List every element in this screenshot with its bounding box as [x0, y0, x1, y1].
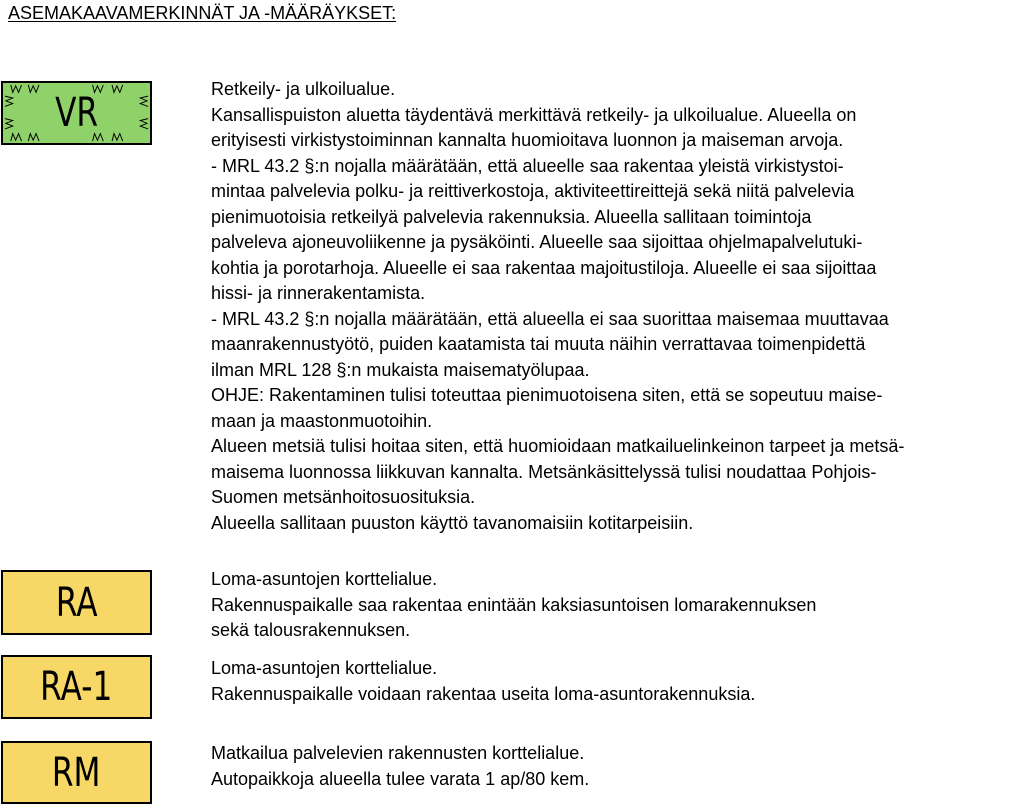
legend-code: RA	[55, 579, 98, 626]
description-line: - MRL 43.2 §:n nojalla määrätään, että alueella ei saa suorittaa maisemaa muuttavaa	[211, 308, 889, 329]
description-line: pienimuotoisia retkeilyä palvelevia rakennuksia. Alueella sallitaan toimintoja	[211, 206, 812, 227]
legend-description-ra	[211, 567, 816, 644]
description-line: hissi- ja rinnerakentamista.	[211, 283, 426, 303]
legend-description-rm	[211, 741, 589, 792]
description-line: maanrakennustyötö, puiden kaatamista tai muuta näihin verrattavaa toimenpidettä	[211, 334, 866, 354]
description-line: Loma-asuntojen korttelialue.	[211, 569, 438, 589]
description-line: ilman MRL 128 §:n mukaista maisematyölupaa.	[211, 359, 590, 380]
legend-description-vr	[211, 77, 904, 536]
legend-symbol-rm	[1, 741, 152, 804]
legend-symbol-ra-1	[1, 655, 152, 719]
description-line: Rakennuspaikalle saa rakentaa enintään kaksiasuntoisen lomarakennuksen	[211, 594, 817, 615]
description-line: Alueen metsiä tulisi hoitaa siten, että huomioidaan matkailuelinkeinon tarpeet ja metsä-	[211, 436, 905, 456]
description-line: maisema luonnossa liikkuvan kannalta. Metsänkäsittelyssä tulisi noudattaa Pohjois-	[211, 461, 877, 482]
legend-description-ra-1	[211, 656, 755, 707]
legend-symbol-ra	[1, 570, 152, 635]
description-line: erityisesti virkistystoiminnan kannalta huomioitava luonnon ja maiseman arvoja.	[211, 130, 844, 150]
description-line: Suomen metsänhoitosuosituksia.	[211, 487, 476, 507]
description-line: Alueella sallitaan puuston käyttö tavanomaisiin kotitarpeisiin.	[211, 512, 694, 533]
page-title: ASEMAKAAVAMERKINNÄT JA -MÄÄRÄYKSET:	[8, 3, 397, 23]
legend-code: RM	[52, 749, 101, 796]
description-line: Loma-asuntojen korttelialue.	[211, 658, 438, 678]
description-line: Autopaikkoja alueella tulee varata 1 ap/80 kem.	[211, 768, 590, 789]
description-line: Retkeily- ja ulkoilualue.	[211, 79, 396, 99]
description-line: Rakennuspaikalle voidaan rakentaa useita loma-asuntorakennuksia.	[211, 683, 756, 704]
description-line: maan ja maastonmuotoihin.	[211, 410, 433, 431]
description-line: kohtia ja porotarhoja. Alueelle ei saa rakentaa majoitustiloja. Alueelle ei saa sijoittaa	[211, 257, 877, 278]
legend-code: VR	[54, 90, 99, 136]
description-line: mintaa palvelevia polku- ja reittiverkostoja, aktiviteettireittejä sekä niitä palvelevia	[211, 181, 855, 201]
description-line: OHJE: Rakentaminen tulisi toteuttaa pienimuotoisena siten, että se sopeutuu maise-	[211, 385, 883, 405]
description-line: - MRL 43.2 §:n nojalla määrätään, että alueelle saa rakentaa yleistä virkistystoi-	[211, 155, 844, 176]
description-line: Kansallispuiston aluetta täydentävä merkittävä retkeily- ja ulkoilualue. Alueella on	[211, 104, 857, 125]
description-line: sekä talousrakennuksen.	[211, 620, 411, 640]
description-line: palveleva ajoneuvoliikenne ja pysäköinti. Alueelle saa sijoittaa ohjelmapalvelutuki-	[211, 232, 863, 252]
legend-code: RA-1	[40, 664, 113, 710]
legend-symbol-vr	[1, 81, 152, 145]
description-line: Matkailua palvelevien rakennusten korttelialue.	[211, 743, 585, 763]
